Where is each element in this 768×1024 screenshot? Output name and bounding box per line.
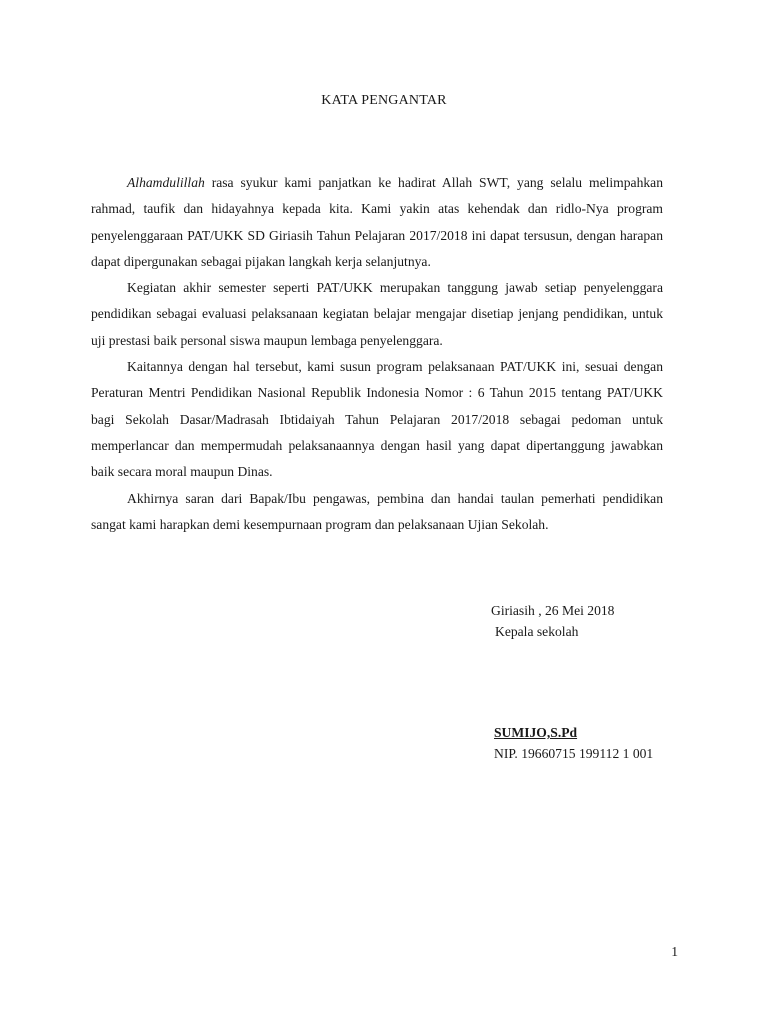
paragraph-text: Kaitannya dengan hal tersebut, kami susun program pelaksanaan PAT/UKK ini, sesuai dengan Peraturan Mentri Pendidikan Nasional Republik Indonesia Nomor : 6 Tahun 2015 tentang PAT/UKK bagi Sekolah Dasar/Madrasah Ibtidaiyah Tahun Pelajaran 2017/2018 sebagai pedoman untuk memperlancar dan mempermudah pelaksanaannya dengan hasil yang dapat dipertanggung jawabkan baik secara moral maupun Dinas. xyxy=(91,359,663,480)
paragraph-text: Kegiatan akhir semester seperti PAT/UKK merupakan tanggung jawab setiap penyelenggara pendidikan sebagai evaluasi pelaksanaan kegiatan belajar mengajar disetiap jenjang pendidikan, untuk uji prestasi baik personal siswa maupun lembaga penyelenggara. xyxy=(91,280,663,348)
opening-italic-word: Alhamdulillah xyxy=(127,175,205,190)
paragraph-activity xyxy=(91,275,663,354)
signer-role: Kepala sekolah xyxy=(495,624,579,639)
signature-header xyxy=(491,600,614,642)
paragraph-regulation xyxy=(91,354,663,485)
document-body xyxy=(91,170,663,538)
page-number: 1 xyxy=(671,944,678,959)
signer-block xyxy=(494,722,653,764)
signer-name: SUMIJO,S.Pd xyxy=(494,725,578,740)
paragraph-closing xyxy=(91,486,663,539)
place-date: Giriasih , 26 Mei 2018 xyxy=(491,603,615,618)
paragraph-opening xyxy=(91,170,663,275)
document-title: KATA PENGANTAR xyxy=(321,93,447,108)
signer-nip: NIP. 19660715 199112 1 001 xyxy=(494,746,654,761)
paragraph-text: rasa syukur kami panjatkan ke hadirat Allah SWT, yang selalu melimpahkan rahmad, taufik dan hidayahnya kepada kita. Kami yakin atas kehendak dan ridlo-Nya program penyelenggaraan PAT/UKK SD Giriasih Tahun Pelajaran 2017/2018 ini dapat tersusun, dengan harapan dapat dipergunakan sebagai pijakan langkah kerja selanjutnya. xyxy=(91,175,663,269)
paragraph-text: Akhirnya saran dari Bapak/Ibu pengawas, pembina dan handai taulan pemerhati pendidikan sangat kami harapkan demi kesempurnaan program dan pelaksanaan Ujian Sekolah. xyxy=(91,490,663,532)
